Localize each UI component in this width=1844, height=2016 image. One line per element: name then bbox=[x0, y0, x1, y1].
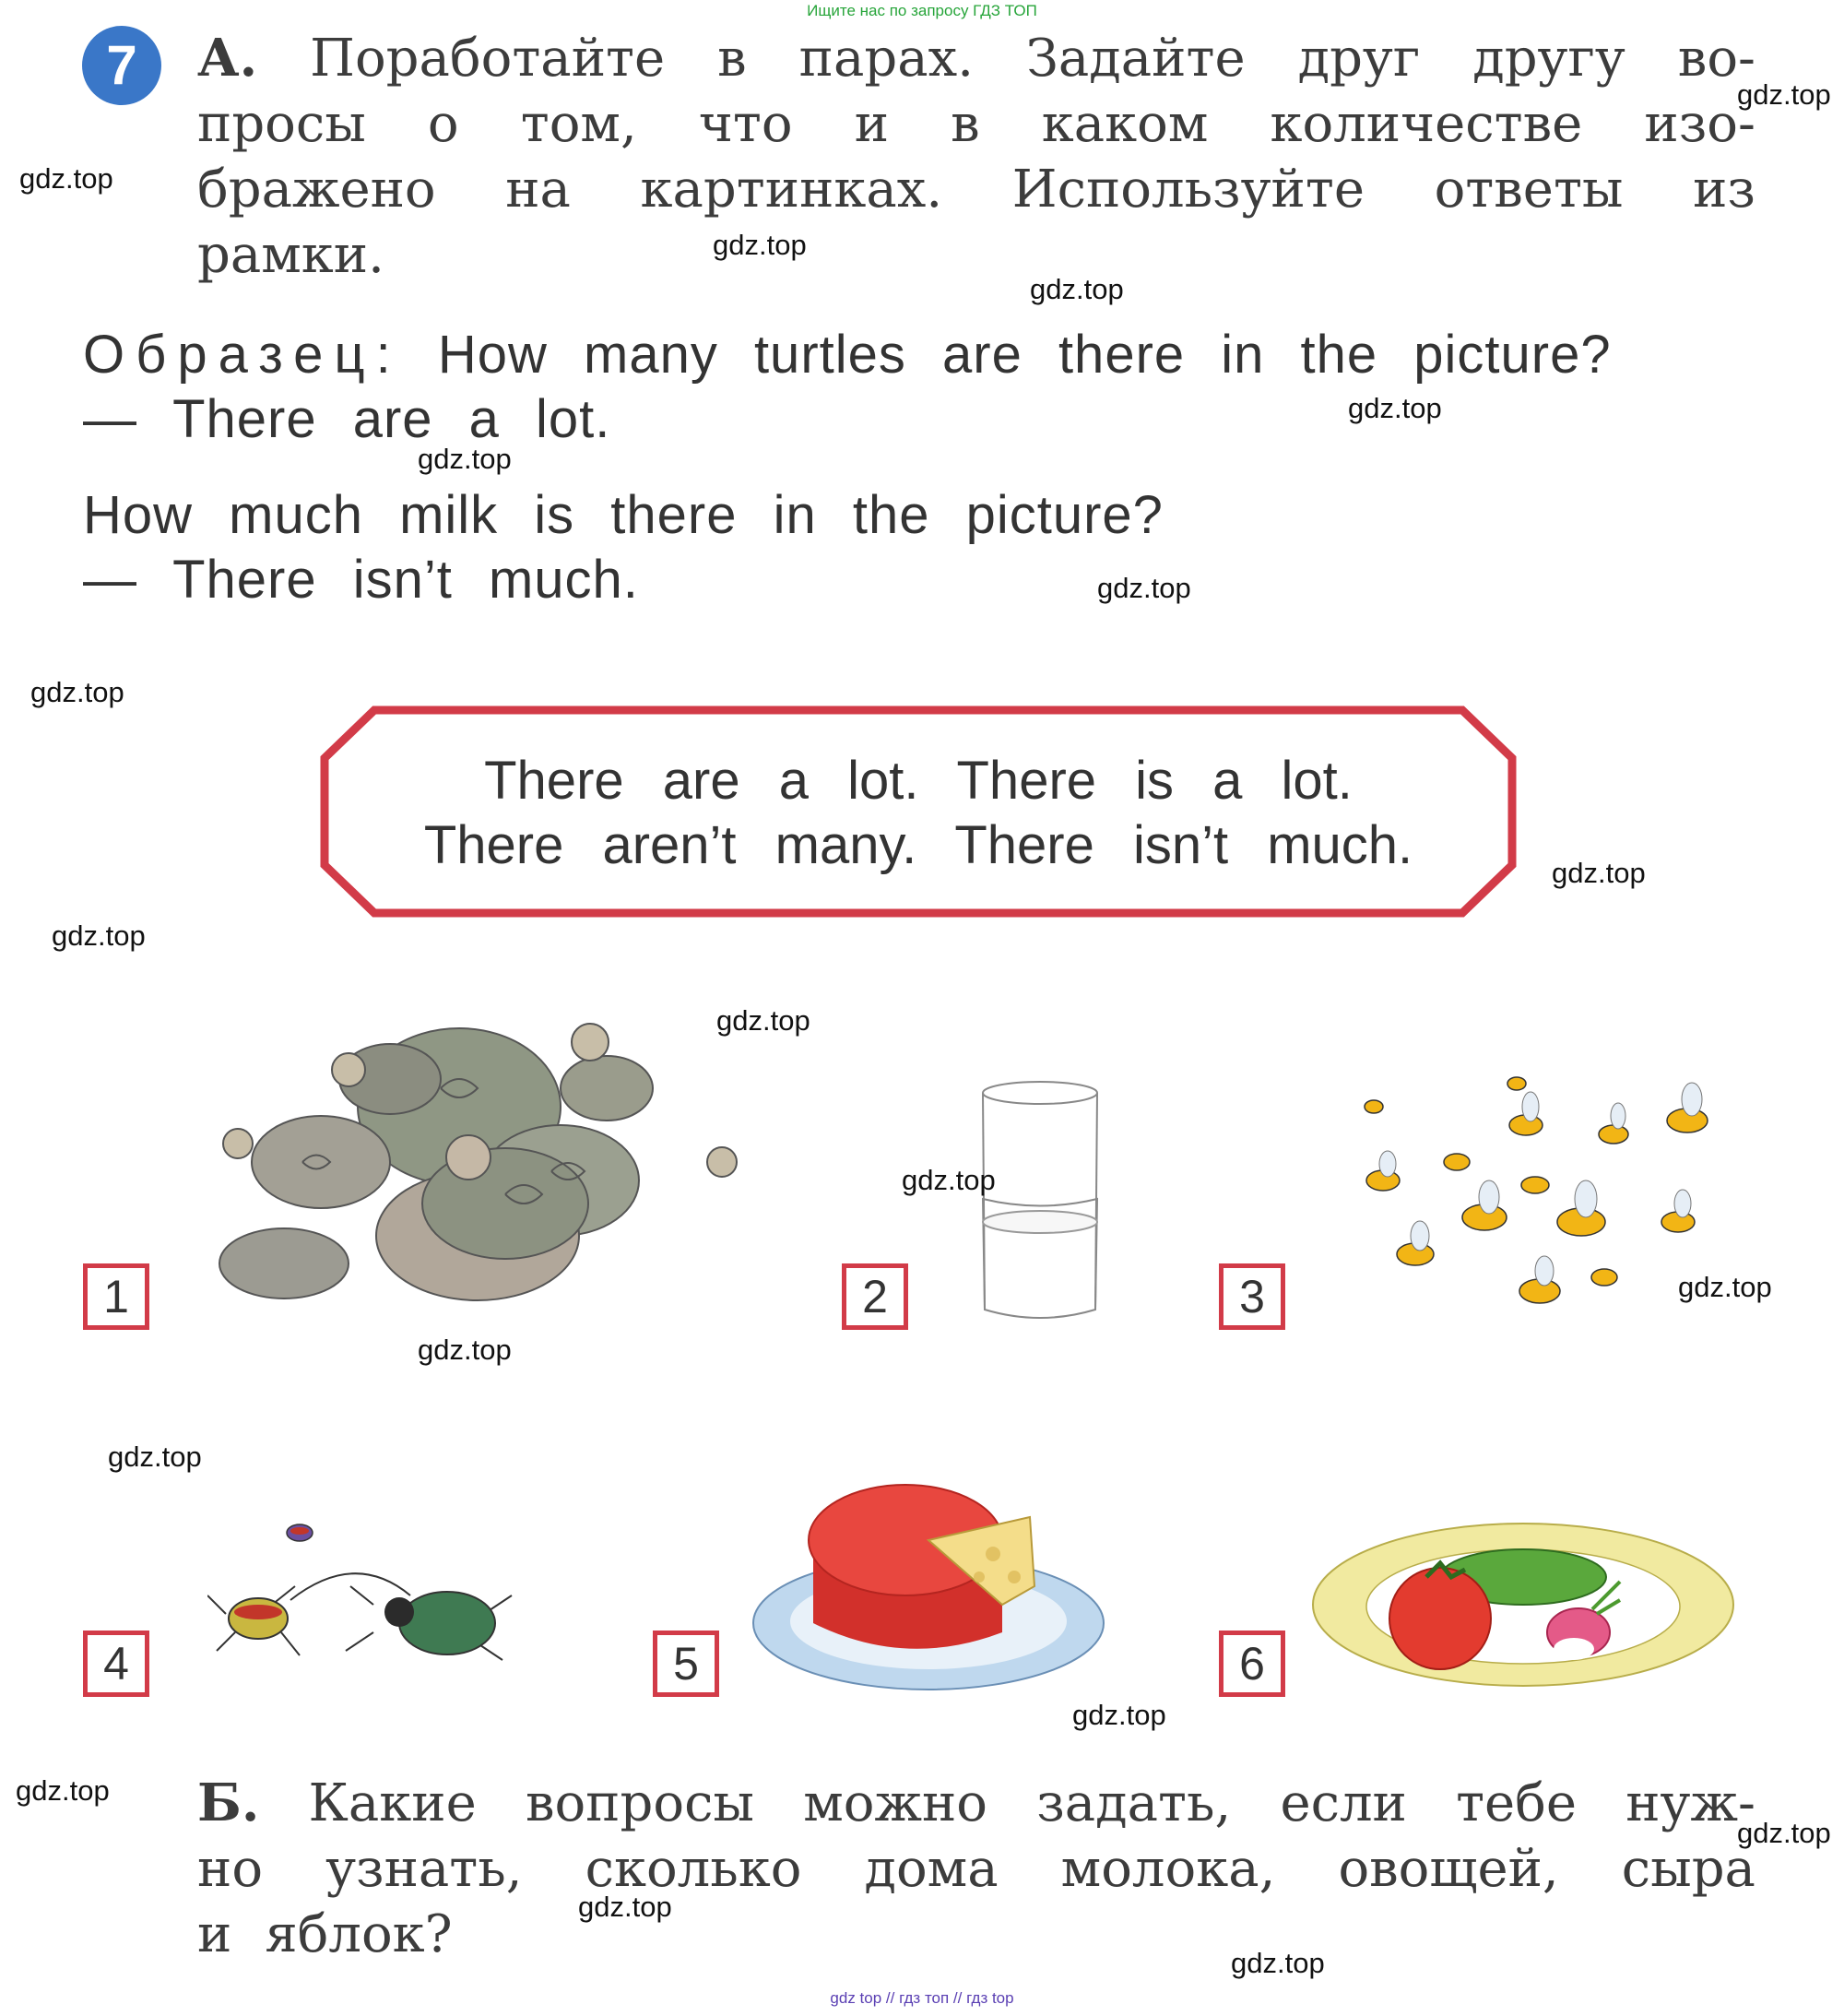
beetles-illustration bbox=[207, 1503, 530, 1688]
part-b-instructions bbox=[197, 1771, 1755, 1967]
watermark: gdz.top bbox=[713, 229, 807, 261]
part-b-marker: Б. bbox=[197, 1773, 260, 1833]
word: просы bbox=[197, 94, 366, 154]
answer-frame-line-1: There are a lot. There is a lot. bbox=[484, 751, 1353, 811]
bees-illustration bbox=[1346, 1070, 1733, 1337]
watermark: gdz.top bbox=[1737, 1817, 1831, 1849]
task-number-badge: 7 bbox=[82, 26, 161, 105]
part-b-line-1 bbox=[197, 1771, 1755, 1836]
vegetables-illustration bbox=[1311, 1522, 1735, 1688]
word: нуж- bbox=[1625, 1773, 1755, 1833]
top-banner: Ищите нас по запросу ГДЗ ТОП bbox=[807, 2, 1037, 19]
picture-number-5: 5 bbox=[653, 1631, 719, 1697]
picture-number-6: 6 bbox=[1219, 1631, 1285, 1697]
word: ответы bbox=[1434, 160, 1624, 219]
word: дома bbox=[864, 1839, 999, 1899]
word: другу bbox=[1472, 29, 1625, 89]
word: Поработайте bbox=[310, 29, 666, 89]
word: картинках. bbox=[640, 160, 943, 219]
cheese-illustration bbox=[749, 1466, 1108, 1697]
word: во- bbox=[1677, 29, 1755, 89]
word: Какие bbox=[308, 1773, 477, 1833]
watermark: gdz.top bbox=[902, 1164, 996, 1196]
milk-glass-illustration bbox=[975, 1079, 1105, 1328]
sample-block bbox=[83, 323, 1612, 612]
watermark: gdz.top bbox=[1030, 273, 1124, 305]
word: количестве bbox=[1270, 94, 1583, 154]
turtles-illustration bbox=[201, 1005, 754, 1310]
watermark: gdz.top bbox=[30, 676, 124, 708]
sample-question-1: How many turtles are there in the picture? bbox=[437, 325, 1612, 385]
watermark: gdz.top bbox=[1072, 1699, 1166, 1731]
picture-number-2: 2 bbox=[842, 1263, 908, 1330]
watermark: gdz.top bbox=[1737, 78, 1831, 111]
word: сыра bbox=[1621, 1839, 1755, 1899]
watermark: gdz.top bbox=[108, 1441, 202, 1473]
part-a-line-2 bbox=[197, 91, 1755, 157]
part-a-instructions bbox=[197, 26, 1755, 288]
word: если bbox=[1280, 1773, 1407, 1833]
watermark: gdz.top bbox=[19, 162, 113, 195]
word: парах. bbox=[798, 29, 974, 89]
word: молока, bbox=[1060, 1839, 1276, 1899]
part-b-line-3 bbox=[197, 1902, 1755, 1967]
watermark: gdz.top bbox=[1552, 857, 1646, 889]
word: из bbox=[1693, 160, 1755, 219]
picture-number-4: 4 bbox=[83, 1631, 149, 1697]
word: в bbox=[951, 94, 980, 154]
watermark: gdz.top bbox=[716, 1004, 810, 1037]
watermark: gdz.top bbox=[418, 443, 512, 475]
watermark: gdz.top bbox=[1348, 392, 1442, 424]
bottom-banner: gdz top // гдз топ // гдз top bbox=[830, 1989, 1014, 2007]
sample-answer-1: — There are a lot. bbox=[83, 389, 611, 449]
word: вопросы bbox=[525, 1773, 754, 1833]
word: на bbox=[505, 160, 571, 219]
word: задать, bbox=[1036, 1773, 1232, 1833]
word: рамки. bbox=[197, 225, 384, 285]
word: овощей, bbox=[1338, 1839, 1559, 1899]
answer-frame-line-2: There aren’t many. There isn’t much. bbox=[423, 815, 1413, 875]
part-a-line-4 bbox=[197, 222, 1755, 288]
word: бражено bbox=[197, 160, 436, 219]
word: Используйте bbox=[1011, 160, 1365, 219]
word: о bbox=[427, 94, 459, 154]
part-a-line-1 bbox=[197, 26, 1755, 91]
part-a-marker: А. bbox=[197, 28, 258, 89]
picture-number-1: 1 bbox=[83, 1263, 149, 1330]
watermark: gdz.top bbox=[1678, 1271, 1772, 1303]
sample-label: Образец: bbox=[83, 325, 402, 385]
word: Задайте bbox=[1026, 29, 1246, 89]
sample-question-2: How much milk is there in the picture? bbox=[83, 485, 1164, 545]
word: тебе bbox=[1456, 1773, 1578, 1833]
word: что bbox=[698, 94, 793, 154]
word: но bbox=[197, 1839, 264, 1899]
word: изо- bbox=[1644, 94, 1755, 154]
word: сколько bbox=[585, 1839, 802, 1899]
word: и bbox=[854, 94, 890, 154]
watermark: gdz.top bbox=[16, 1774, 110, 1807]
word: яблок? bbox=[265, 1904, 453, 1964]
part-b-line-2 bbox=[197, 1836, 1755, 1902]
word: в bbox=[717, 29, 747, 89]
watermark: gdz.top bbox=[578, 1891, 672, 1923]
watermark: gdz.top bbox=[1231, 1947, 1325, 1979]
word: друг bbox=[1297, 29, 1421, 89]
answer-frame-text bbox=[319, 749, 1518, 878]
watermark: gdz.top bbox=[1097, 572, 1191, 604]
picture-number-3: 3 bbox=[1219, 1263, 1285, 1330]
part-a-line-3 bbox=[197, 157, 1755, 222]
word: можно bbox=[803, 1773, 988, 1833]
word: и bbox=[197, 1904, 232, 1964]
word: узнать, bbox=[325, 1839, 523, 1899]
word: том, bbox=[520, 94, 637, 154]
sample-answer-2: — There isn’t much. bbox=[83, 550, 639, 610]
watermark: gdz.top bbox=[418, 1334, 512, 1366]
watermark: gdz.top bbox=[52, 919, 146, 952]
word: каком bbox=[1041, 94, 1209, 154]
